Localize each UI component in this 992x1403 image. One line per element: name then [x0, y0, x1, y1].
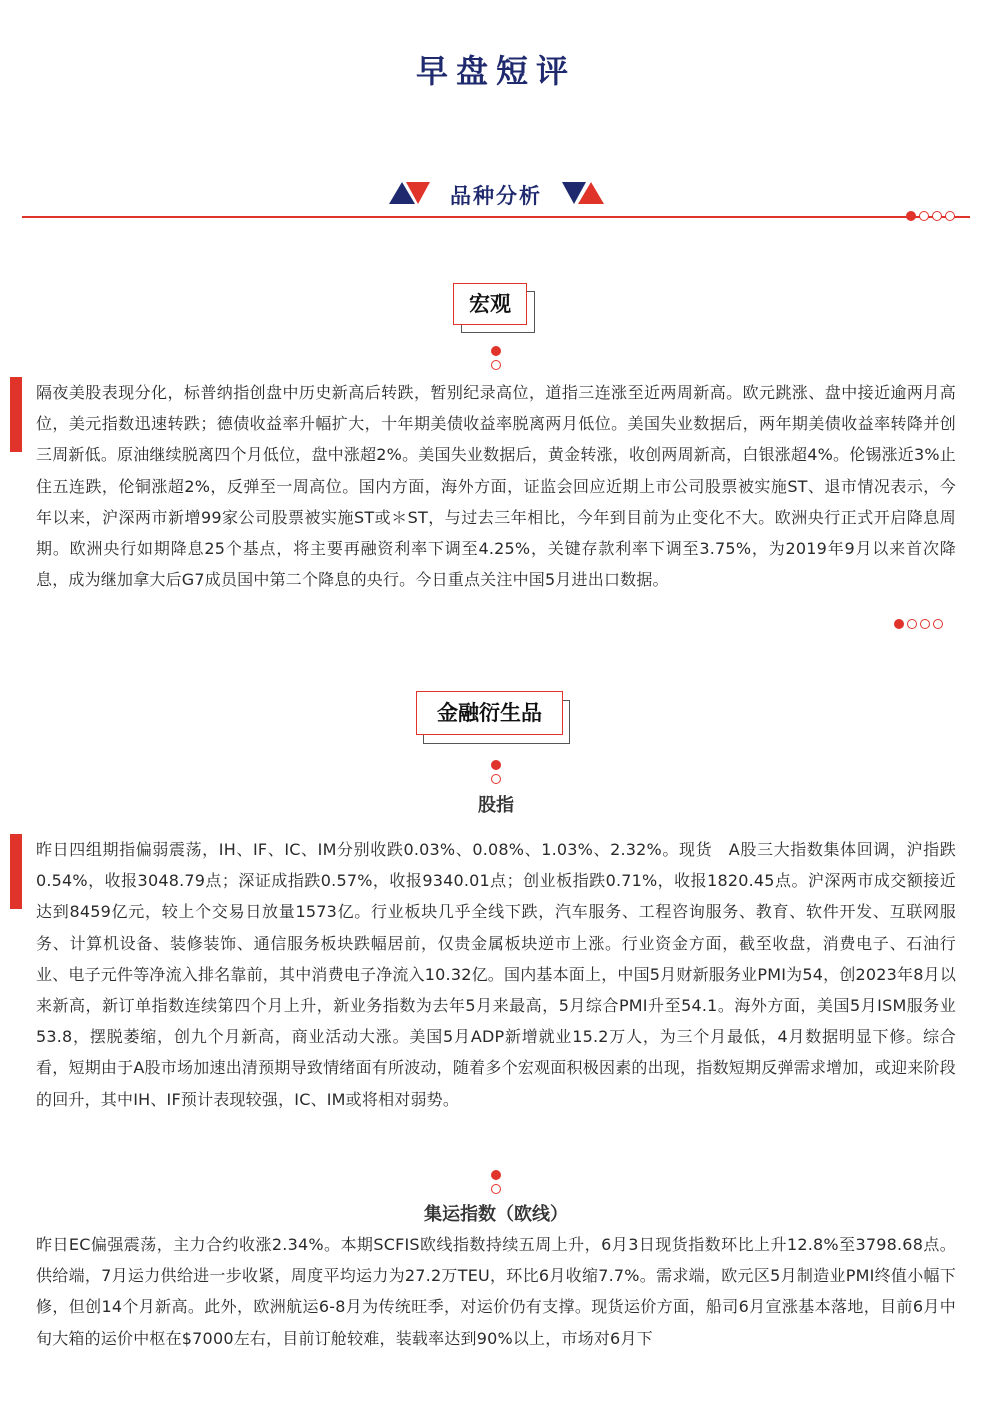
dot-filled — [906, 211, 916, 221]
page-title: 早盘短评 — [415, 52, 576, 90]
dot-empty — [920, 619, 930, 629]
dot-empty — [933, 619, 943, 629]
macro-title: 宏观 — [453, 283, 527, 325]
dot-filled — [894, 619, 904, 629]
divider-dots — [906, 211, 958, 221]
macro-accent-bar — [10, 377, 22, 452]
right-triangle-ornament-red — [578, 182, 604, 204]
stock-index-title: 股指 — [478, 795, 514, 816]
container-index-dots — [491, 1170, 501, 1196]
stock-index-accent-bar — [10, 834, 22, 909]
dot-empty — [491, 774, 501, 784]
dot-filled — [491, 760, 501, 770]
section-divider — [22, 216, 970, 218]
dot-empty — [491, 360, 501, 370]
dot-empty — [932, 211, 942, 221]
derivatives-title-box — [416, 691, 572, 745]
dot-empty — [919, 211, 929, 221]
section-header-label: 品种分析 — [450, 184, 542, 208]
derivatives-title-dots — [491, 760, 501, 786]
container-index-text: 昨日EC偏强震荡，主力合约收涨2.34%。本期SCFIS欧线指数持续五周上升，6月3日现货指数环比上升12.8%至3798.68点。供给端，7月运力供给进一步收紧，周度平均运力为27.2万TEU，环比6月收缩7.7%。需求端，欧元区5月制造业PMI终值小幅下修，但创14个月新高。此外，欧洲航运6-8月为传统旺季，对运价仍有支撑。现货运价方面，船司6月宣涨基本落地，目前6月中旬大箱的运价中枢在$7000左右，目前订舱较难，装载率达到90%以上，市场对6月下 — [36, 1235, 956, 1348]
macro-text: 隔夜美股表现分化，标普纳指创盘中历史新高后转跌，暂别纪录高位，道指三连涨至近两周新高。欧元跳涨、盘中接近逾两月高位，美元指数迅速转跌；德债收益率升幅扩大，十年期美债收益率脱离两月低位。美国失业数据后，两年期美债收益率转降并创三周新低。原油继续脱离四个月低位，盘中涨超2%。美国失业数据后，黄金转涨，收创两周新高，白银涨超4%。伦锡涨近3%止住五连跌，伦铜涨超2%，反弹至一周高位。国内方面，海外方面，证监会回应近期上市公司股票被实施ST、退市情况表示，今年以来，沪深两市新增99家公司股票被实施ST或＊ST，与过去三年相比，今年到目前为止变化不大。欧洲央行正式开启降息周期。欧洲央行如期降息25个基点，将主要再融资利率下调至4.25%，关键存款利率下调至3.75%，为2019年9月以来首次降息，成为继加拿大后G7成员国中第二个降息的央行。今日重点关注中国5月进出口数据。 — [36, 383, 956, 590]
macro-title-box — [453, 283, 537, 335]
dot-empty — [907, 619, 917, 629]
stock-index-text: 昨日四组期指偏弱震荡，IH、IF、IC、IM分别收跌0.03%、0.08%、1.03%、2.32%。现货 A股三大指数集体回调，沪指跌0.54%，收报3048.79点；深证成指跌0.57%，收报9340.01点；创业板指跌0.71%，收报1820.45点。沪深两市成交额接近达到8459亿元，较上个交易日放量1573亿。行业板块几乎全线下跌，汽车服务、工程咨询服务、教育、软件开发、互联网服务、计算机设备、装修装饰、通信服务板块跌幅居前，仅贵金属板块逆市上涨。行业资金方面，截至收盘，消费电子、石油行业、电子元件等净流入排名靠前，其中消费电子净流入10.32亿。国内基本面上，中国5月财新服务业PMI为54，创2023年8月以来新高，新订单指数连续第四个月上升，新业务指数为去年5月来最高，5月综合PMI升至54.1。海外方面，美国5月ISM服务业53.8，摆脱萎缩，创九个月新高，商业活动大涨。美国5月ADP新增就业15.2万人，为三个月最低，4月数据明显下修。综合看，短期由于A股市场加速出清预期导致情绪面有所波动，随着多个宏观面积极因素的出现，指数短期反弹需求增加，或迎来阶段的回升，其中IH、IF预计表现较强，IC、IM或将相对弱势。 — [36, 840, 957, 1109]
macro-title-dots — [491, 346, 501, 372]
derivatives-title: 金融衍生品 — [416, 691, 563, 735]
dot-empty — [491, 1184, 501, 1194]
dot-filled — [491, 1170, 501, 1180]
dot-filled — [491, 346, 501, 356]
macro-end-dots — [894, 619, 946, 629]
dot-empty — [945, 211, 955, 221]
section-header — [0, 176, 992, 212]
container-index-title: 集运指数（欧线） — [424, 1204, 568, 1225]
